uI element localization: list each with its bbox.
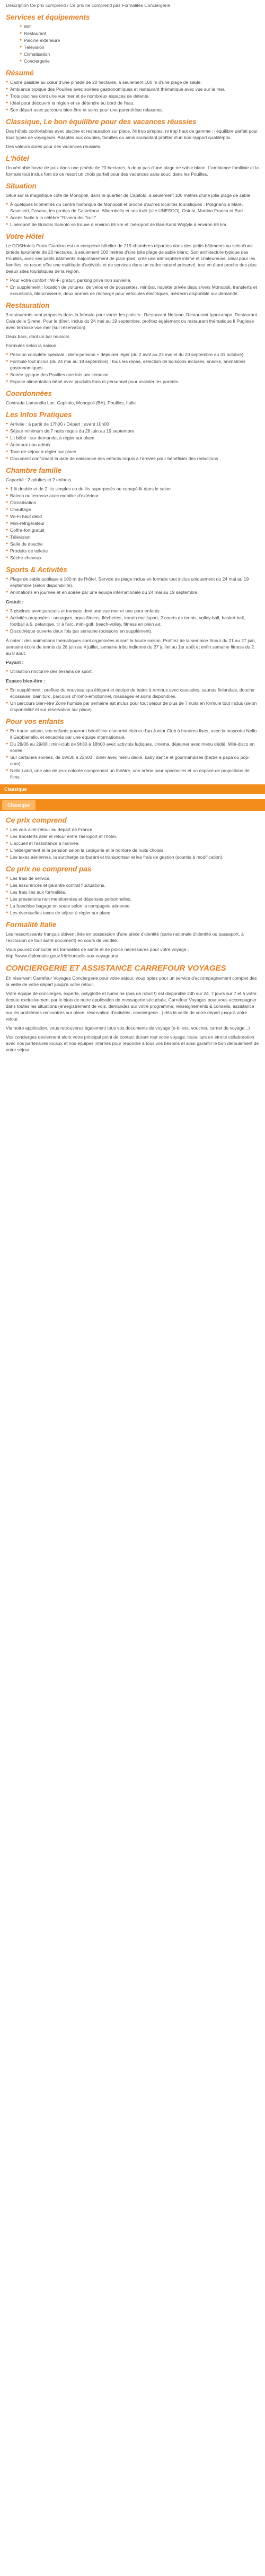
restauration-list — [6, 351, 259, 385]
classique-paragraph-2: Des valeurs sûres pour des vacances réussies. — [6, 144, 102, 149]
list-item: ● Mini-réfrigérateur — [6, 520, 259, 526]
list-item: ● Formule tout inclus (du 24 mai au 19 septembre) : tous les repas, sélection de boissons incluses, snacks, animations gastronomiques. — [6, 358, 259, 371]
list-item: ● Chauffage — [6, 506, 259, 513]
votre-hotel-list — [6, 277, 259, 297]
section-title-comprend: Ce prix comprend — [6, 816, 67, 824]
section-title-situation: Situation — [6, 182, 37, 190]
coordonnees-paragraph: Contrada Lamandia Loc. Capitolo, Monopoli (BA), Pouilles, Italie — [6, 400, 136, 405]
list-item: ● Sur certaines soirées, de 19h30 à 22h00 : dîner avec menu dédié, baby dance et gourmandises (barbe à papa ou pop-corn). — [6, 754, 259, 767]
services-list — [6, 23, 259, 64]
list-item: ● Cadre paisible au cœur d'une pinède de 20 hectares, à seulement 100 m d'une plage de sable. — [6, 79, 259, 85]
list-item: ● Espace alimentation bébé avec produits frais et personnel pour assister les parents. — [6, 378, 259, 385]
section-title-coordonnees: Coordonnées — [6, 390, 52, 397]
list-item: ● L'aéroport de Brindisi Salento se trouve à environ 65 km et l'aéroport de Bari-Karol Wojtyla à environ 69 km. — [6, 221, 259, 228]
restauration-paragraph-3: Formules selon la saison : — [6, 343, 59, 348]
list-item: ● Restaurant — [6, 30, 259, 37]
list-item: ● Les vols aller-retour au départ de France. — [6, 826, 259, 833]
list-item: ● Lit bébé : sur demande, à régler sur place — [6, 435, 259, 441]
list-item: ● Les frais liés aux formalités. — [6, 889, 259, 895]
list-item: ● Accès facile à la célèbre "Riviera dei Trulli" — [6, 214, 259, 221]
section-title-ne-comprend: Ce prix ne comprend pas — [6, 865, 92, 873]
situation-paragraph: Situé sur la magnifique côte de Monopoli, dans le quartier de Capitolo, à seulement 100 mètres d'une jolie plage de sable. — [6, 193, 252, 198]
list-item: ● À quelques kilomètres du centre historique de Monopoli et proche d'autres localités touristiques : Polignano a Mare, Savelletri, Fasano, les grottes de Castellana, Alberobello et ses trulli (site UNESCO), Ostuni, Martina Franca et Bari — [6, 201, 259, 214]
conciergerie-paragraph: En réservant Carrefour Voyages Conciergerie pour votre séjour, vous optez pour un service d'accompagnement complet dès la veille de votre départ jusqu'à votre retour. — [6, 975, 257, 987]
list-item: ● L'hébergement et la pension selon la catégorie et le nombre de nuits choisis. — [6, 847, 259, 853]
list-item: ● Du 28/06 au 29/08 : mini-club de 9h30 à 18h00 avec activités ludiques, cinéma, déjeuner avec menu dédié. Mini-disco en soirée. — [6, 741, 259, 754]
list-item: ● Animaux non admis — [6, 442, 259, 448]
enfants-list — [6, 728, 259, 780]
section-title-chambre: Chambre famille — [6, 466, 62, 474]
list-item: ● Idéal pour découvrir la région et se détendre au bord de l'eau. — [6, 100, 259, 106]
list-item: ● Conciergerie — [6, 58, 259, 64]
list-item: ● Balcon ou terrasse avec mobilier d'extérieur — [6, 492, 259, 499]
list-item: ● Les frais de service. — [6, 875, 259, 881]
list-item: ● Télévision — [6, 44, 259, 50]
section-title-classique: Classique, Le bon équilibre pour des vacances réussies — [6, 118, 197, 126]
situation-list — [6, 201, 259, 228]
hotel-paragraph: Un véritable havre de paix dans une pinède de 20 hectares, à deux pas d'une plage de sable blanc. L'ambiance familiale et la formule tout inclus font de ce resort un choix parfait pour des vacances sans souci dans les Pouilles. — [6, 165, 259, 177]
list-item: ● Animations en journée et en soirée par une équipe internationale du 24 mai au 19 septembre. — [6, 589, 259, 595]
list-item: ● Plage de sable publique à 100 m de l'hôtel. Service de plage inclus en formule tout inclus uniquement du 24 mai au 19 septembre (selon disponibilité). — [6, 576, 259, 589]
list-item: ● Les assurances et garantie contrat fluctuations. — [6, 882, 259, 888]
list-item: ● Les transferts aller et retour entre l'aéroport et l'hôtel. — [6, 833, 259, 840]
list-item: ● Les éventuelles taxes de séjour à régler sur place. — [6, 910, 259, 916]
comprend-list — [6, 826, 259, 860]
section-title-enfants: Pour vos enfants — [6, 718, 64, 725]
section-title-votre-hotel: Votre Hôtel — [6, 232, 44, 240]
list-item: ● Produits de toilette — [6, 548, 259, 554]
ne-comprend-list — [6, 875, 259, 916]
resume-list — [6, 79, 259, 113]
list-item: ● Nello Land, une aire de jeux colorée comprenant un théâtre, une arène pour spectacles et un espace de projections de films. — [6, 767, 259, 780]
list-item: ● Son départ avec parcours bien-être et soins pour une parenthèse relaxante. — [6, 107, 259, 113]
tabs-description: Description Ce prix comprend / Ce prix ne comprend pas Formalités Conciergerie — [6, 3, 170, 8]
list-item: ● Les prestations non mentionnées et dépenses personnelles. — [6, 896, 259, 902]
list-item: ● Wi-Fi haut débit — [6, 513, 259, 520]
formalite-paragraph-2: Vous pouvez consulter les formalités de santé et de police nécessaires pour votre voyage : http://www.diplomatie.gouv.fr/fr/conseils-aux-voyageurs/ — [6, 947, 189, 958]
formalite-paragraph: Les ressortissants français doivent être en possession d'une pièce d'identité (carte nationale d'identité ou passeport, à l'exclusion de tout autre document) en cours de validité. — [6, 931, 244, 943]
gratuit-list — [6, 608, 259, 634]
list-item: ● Soirée typique des Pouilles une fois par semaine. — [6, 371, 259, 378]
conciergerie-paragraph-3: Via notre application, vous retrouverez également tous vos documents de voyage (e-billets, voucher, carnet de voyage...) — [6, 1025, 250, 1031]
list-item: ● En haute saison, vos enfants pourront bénéficier d'un mini-club et d'un Junior Club à horaires fixes, avec la mascotte Nello il Gabbianello, et encadrés par une équipe internationale. — [6, 728, 259, 740]
list-item: ● Les taxes aériennes, la surcharge carburant et transporteur et les frais de gestion (soumis à modification). — [6, 854, 259, 860]
page — [0, 0, 265, 1053]
conciergerie-paragraph-4: Vos concierges deviennent alors votre principal point de contact durant tout votre voyage, travaillant en étroite collaboration avec nos partenaires locaux et nos équipes internes pour répondre à tous vos besoins et ainsi garantir le bon déroulement de votre séjour. — [6, 1034, 259, 1052]
list-item: ● Sèche-cheveux — [6, 555, 259, 561]
gratuit-label: Gratuit : — [6, 599, 24, 604]
a-noter-paragraph: À noter : des animations thématiques sont organisées durant la haute saison. Profitez de la semaine Scout du 21 au 27 juin, semaine école de tennis du 28 juin au 4 juillet, semaine tribu indienne du 27 juillet au 1er août et enfin semaine fitness du 2 au 8 août. — [6, 638, 256, 656]
infos-list — [6, 421, 259, 462]
list-item: ● Wifi — [6, 23, 259, 30]
section-title-restauration: Restauration — [6, 301, 50, 309]
restauration-paragraph: 3 restaurants sont proposés dans la formule pour varier les plaisirs : Restaurant Nettuno, Restaurant Ippocampo, Restaurant Cala delle Sirene. Pour le dîner, inclus du 24 mai au 19 septembre, profitez également du restaurant thématique Il Pugliese avec terrasse vue mer (sur réservation). — [6, 312, 257, 330]
chambre-paragraph: Capacité : 2 adultes et 2 enfants. — [6, 477, 73, 482]
section-title-infos: Les Infos Pratiques — [6, 411, 72, 419]
list-item: ● Coffre-fort gratuit — [6, 527, 259, 533]
list-item: ● En supplément : profitez du nouveau spa élégant et équipé de bains à remous avec cascades, saunas finlandais, douche écossaise, bain turc, parcours chromo-émotionnel, massages et soins disponibles. — [6, 687, 259, 699]
votre-hotel-paragraph: Le COSHotels Porto Giardino est un complexe hôtelier de 219 chambres réparties dans des petits bâtiments au sein d'une pinède luxuriante de 20 hectares, à seulement 100 mètres d'une jolie plage de sable blanc. Son architecture typique des Pouilles, avec ses petits bâtiments majoritairement de plain-pied, crée une atmosphère intime et chaleureuse, idéal pour les familles, ce resort offre une multitude d'activités et de services dans un cadre naturel préservé, tout en étant proche des plus beaux sites touristiques de la région. — [6, 243, 257, 274]
list-item: ● Télévision — [6, 534, 259, 540]
section-title-sports: Sports & Activités — [6, 566, 67, 574]
list-item: ● Pension complète spéciale : demi-pension + déjeuner léger (du 2 avril au 23 mai et du 20 septembre au 31 octobre). — [6, 351, 259, 358]
list-item: ● La franchise bagage en soute selon la compagnie aérienne. — [6, 903, 259, 909]
list-item: ● Document confirmant la date de naissance des enfants requis à l'arrivée pour bénéficier des réductions — [6, 455, 259, 462]
list-item: ● Un parcours bien-être Zone humide par semaine est inclus pour tout séjour de plus de 7 nuits en formule tout inclus (selon disponibilité et sur réservation sur place). — [6, 700, 259, 713]
payant-label: Payant : — [6, 660, 24, 665]
tab-classique[interactable]: Classique — [2, 800, 36, 810]
section-title-formalite: Formalité Italie — [6, 921, 57, 929]
list-item: ● Climatisation — [6, 51, 259, 57]
classique-paragraph: Des hôtels confortables avec piscine et restauration sur place. Ni trop simples, ni trop haut de gamme : l'équilibre parfait pour tous types de voyageurs. Adaptés aux couples, familles ou amis souhaitant profiter d'un bon rapport qualité/prix. — [6, 128, 258, 140]
bien-etre-list — [6, 687, 259, 713]
section-title-conciergerie: CONCIERGERIE ET ASSISTANCE CARREFOUR VOYAGES — [6, 964, 226, 973]
list-item: ● Piscine extérieure — [6, 37, 259, 44]
list-item: ● Séjour minimum de 7 nuits requis du 28 juin au 19 septembre — [6, 428, 259, 434]
conciergerie-paragraph-2: Votre équipe de concierges, experte, polyglotte et humaine (pas de robot !) est disponible 24h sur 24, 7 jours sur 7 et à votre écoute exclusivement par le biais de notre application de messagerie sécurisée, Carrefour Voyages pour vous accompagner dans toutes les situations (enregistrement de vols, demandes sur votre programme, renseignements & conseils, assistance sur les problèmes rencontrés sur place, réservation d'activités, conciergerie...) dès la veille de votre départ jusqu'à votre retour. — [6, 991, 257, 1022]
list-item: ● Trois piscines dont une vue mer et de nombreux espaces de détente. — [6, 93, 259, 99]
list-item: ● En supplément : location de voitures, de vélos et de poussettes, minibar, navette privée depuis/vers Monopoli, transferts et excursions, blanchisserie, deux bornes de recharge pour véhicules électriques, médecin disponible sur demande. — [6, 284, 259, 297]
payant-list — [6, 668, 259, 675]
list-item: ● 3 piscines avec parasols et transats dont une vue mer et une pour enfants. — [6, 608, 259, 614]
section-title-resume: Résumé — [6, 69, 34, 77]
category-band: Classique — [0, 784, 265, 794]
list-item: ● Activités proposées : aquagym, aqua-fitness, fléchettes, terrain multisport, 2 courts de tennis, volley-ball, basket-ball, football à 5, pétanque, tir à l'arc, mini-golf, beach-volley, fitness en plein air. — [6, 615, 259, 627]
list-item: ● L'accueil et l'assistance à l'arrivée. — [6, 840, 259, 846]
list-item: ● Arrivée : à partir de 17h00 / Départ : avant 10h00 — [6, 421, 259, 427]
list-item: ● Ambiance typique des Pouilles avec soirées gastronomiques et restaurant thématique avec vue sur la mer. — [6, 86, 259, 92]
section-title-services: Services et équipements — [6, 13, 90, 21]
list-item: ● Salle de douche — [6, 541, 259, 547]
category-tab-row — [0, 799, 265, 811]
restauration-paragraph-2: Deux bars, dont un bar musical. — [6, 334, 70, 339]
list-item: ● Taxe de séjour à régler sur place — [6, 448, 259, 455]
bien-etre-label: Espace bien-être : — [6, 678, 46, 684]
list-item: ● Climatisation — [6, 499, 259, 506]
section-title-hotel: L'hôtel — [6, 154, 29, 162]
chambre-list — [6, 486, 259, 561]
list-item: ● Discothèque ouverte deux fois par semaine (boissons en supplément). — [6, 628, 259, 634]
list-item: ● 1 lit double et de 2 lits simples ou de lits superposés ou canapé-lit dans le salon — [6, 486, 259, 492]
sports-list — [6, 576, 259, 595]
list-item: ● Pour votre confort : Wi-Fi gratuit, parking privé non surveillé. — [6, 277, 259, 283]
list-item: ● Utilisation nocturne des terrains de sport. — [6, 668, 259, 675]
